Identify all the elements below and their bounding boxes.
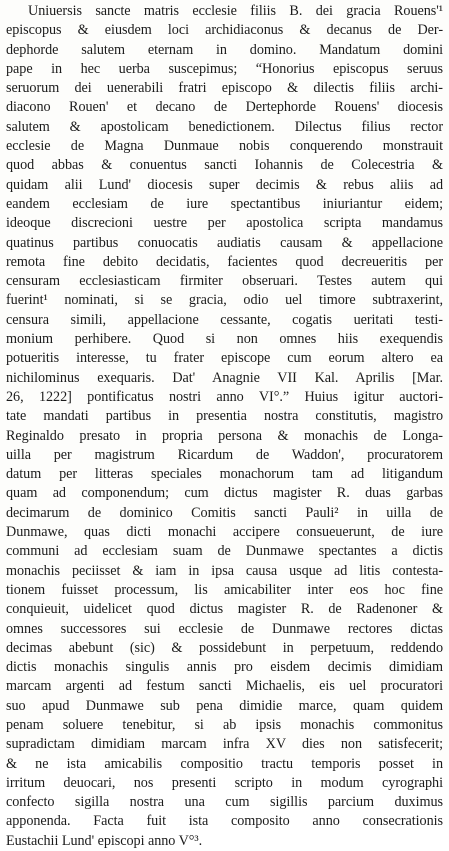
text-line: supradictam dimidiam marcam infra XV dies non satisfecerit; — [6, 736, 443, 753]
text-line: Eustachii Lund' episcopi anno V°³. — [6, 832, 203, 849]
text-line: censura simili, appellacione cessante, cogatis ueritati testi- — [6, 311, 443, 328]
text-line: tate mandati partibus in presentia nostra constitutis, magistro — [6, 408, 443, 425]
text-line: monachis peciisset & iam in ipsa causa usque ad litis contesta- — [6, 562, 443, 579]
text-line: marcam argenti ad festum sancti Michaelis, eis uel procuratori — [6, 678, 443, 695]
text-line: conquieuit, uidelicet quod dictus magister R. de Radenoner & — [6, 601, 443, 618]
text-line: Reginaldo presato in propria persona & monachis de Longa- — [6, 427, 443, 444]
text-line: suo apud Dunmawe sub pena dimidie marce, quam quidem — [6, 697, 443, 714]
text-line: fuerint¹ nominati, si se gracia, odio uel timore subtraxerint, — [6, 292, 443, 309]
text-line: nichilominus exequaris. Dat' Anagnie VII Kal. Aprilis [Mar. — [6, 369, 443, 386]
charter-text — [6, 2, 443, 851]
text-line: ideoque discrecioni uestre per apostolica scripta mandamus — [6, 215, 443, 232]
text-line: datum per litteras speciales monachorum tam ad litigandum — [6, 466, 443, 483]
text-line: ecclesie de Magna Dunmaue nobis conquerendo monstrauit — [6, 138, 443, 155]
text-line: Uniuersis sancte matris ecclesie filiis B. dei gracia Rouens'¹ — [28, 3, 443, 19]
text-line: diacono Rouen' et decano de Dertephorde Rouens' diocesis — [6, 99, 443, 116]
text-line: & ne ista amicabilis compositio tractu temporis posset in — [6, 755, 443, 772]
text-line: apponenda. Facta fuit ista composito anno consecrationis — [6, 813, 443, 830]
text-line: tionem fuisset processum, lis amicabiliter inter eos hoc fine — [6, 581, 443, 598]
text-line: quatinus partibus conuocatis audiatis causam & appellacione — [6, 234, 443, 251]
text-line: confecto sigilla nostra una cum sigillis parcium duximus — [6, 794, 443, 811]
text-line: censuram ecclesiasticam firmiter obseruari. Testes autem qui — [6, 273, 443, 290]
text-line: monium perhibere. Quod si non omnes hiis exequendis — [6, 331, 443, 348]
text-line: eandem ecclesiam de iure spectantibus iniuriantur eidem; — [6, 195, 443, 212]
text-line: salutem & apostolicam benedictionem. Dilectus filius rector — [6, 118, 443, 135]
text-line: seruorum dei uenerabili fratri episcopo & dilectis filiis archi- — [6, 80, 443, 97]
text-line: 26, 1222] pontificatus nostri anno VI°.” Huius igitur auctori- — [6, 388, 443, 405]
text-line: pape in hec uerba suscepimus; “Honorius episcopus seruus — [6, 60, 443, 77]
text-line: penam soluere tenebitur, si ab ipsis monachis commonitus — [6, 716, 443, 733]
text-line: uilla per magistrum Ricardum de Waddon', procuratorem — [6, 446, 443, 463]
text-line: quod abbas & conuentus sancti Iohannis de Colecestria & — [6, 157, 443, 174]
text-line: dictis monachis singulis annis pro eisdem decimis dimidiam — [6, 659, 443, 676]
text-line: Dunmawe, quas dicti monachi accipere consueuerunt, de iure — [6, 524, 443, 541]
text-line: decimarum de dominico Comitis sancti Pauli² in uilla de — [6, 504, 443, 521]
text-line: episcopus & eiusdem loci archidiaconus & decanus de Der- — [6, 22, 443, 39]
text-line: quidam alii Lund' diocesis super decimis & rebus aliis ad — [6, 176, 443, 193]
text-line: decimas abebunt (sic) & possidebunt in perpetuum, reddendo — [6, 639, 443, 656]
text-line: potueritis interesse, tu frater episcope cum eorum altero ea — [6, 350, 443, 367]
text-line: remota fine debito decidatis, facientes quod decreueritis per — [6, 253, 443, 270]
text-line: quam ad componendum; cum dictus magister R. duas garbas — [6, 485, 443, 502]
text-line: irritum deuocari, nos presenti scripto in modum cyrographi — [6, 774, 443, 791]
text-line: communi ad ecclesiam suam de Dunmawe spectantes a dictis — [6, 543, 443, 560]
text-line: dephorde salutem eternam in domino. Mandatum domini — [6, 41, 443, 58]
text-line: omnes successores sui ecclesie de Dunmawe rectores dictas — [6, 620, 443, 637]
